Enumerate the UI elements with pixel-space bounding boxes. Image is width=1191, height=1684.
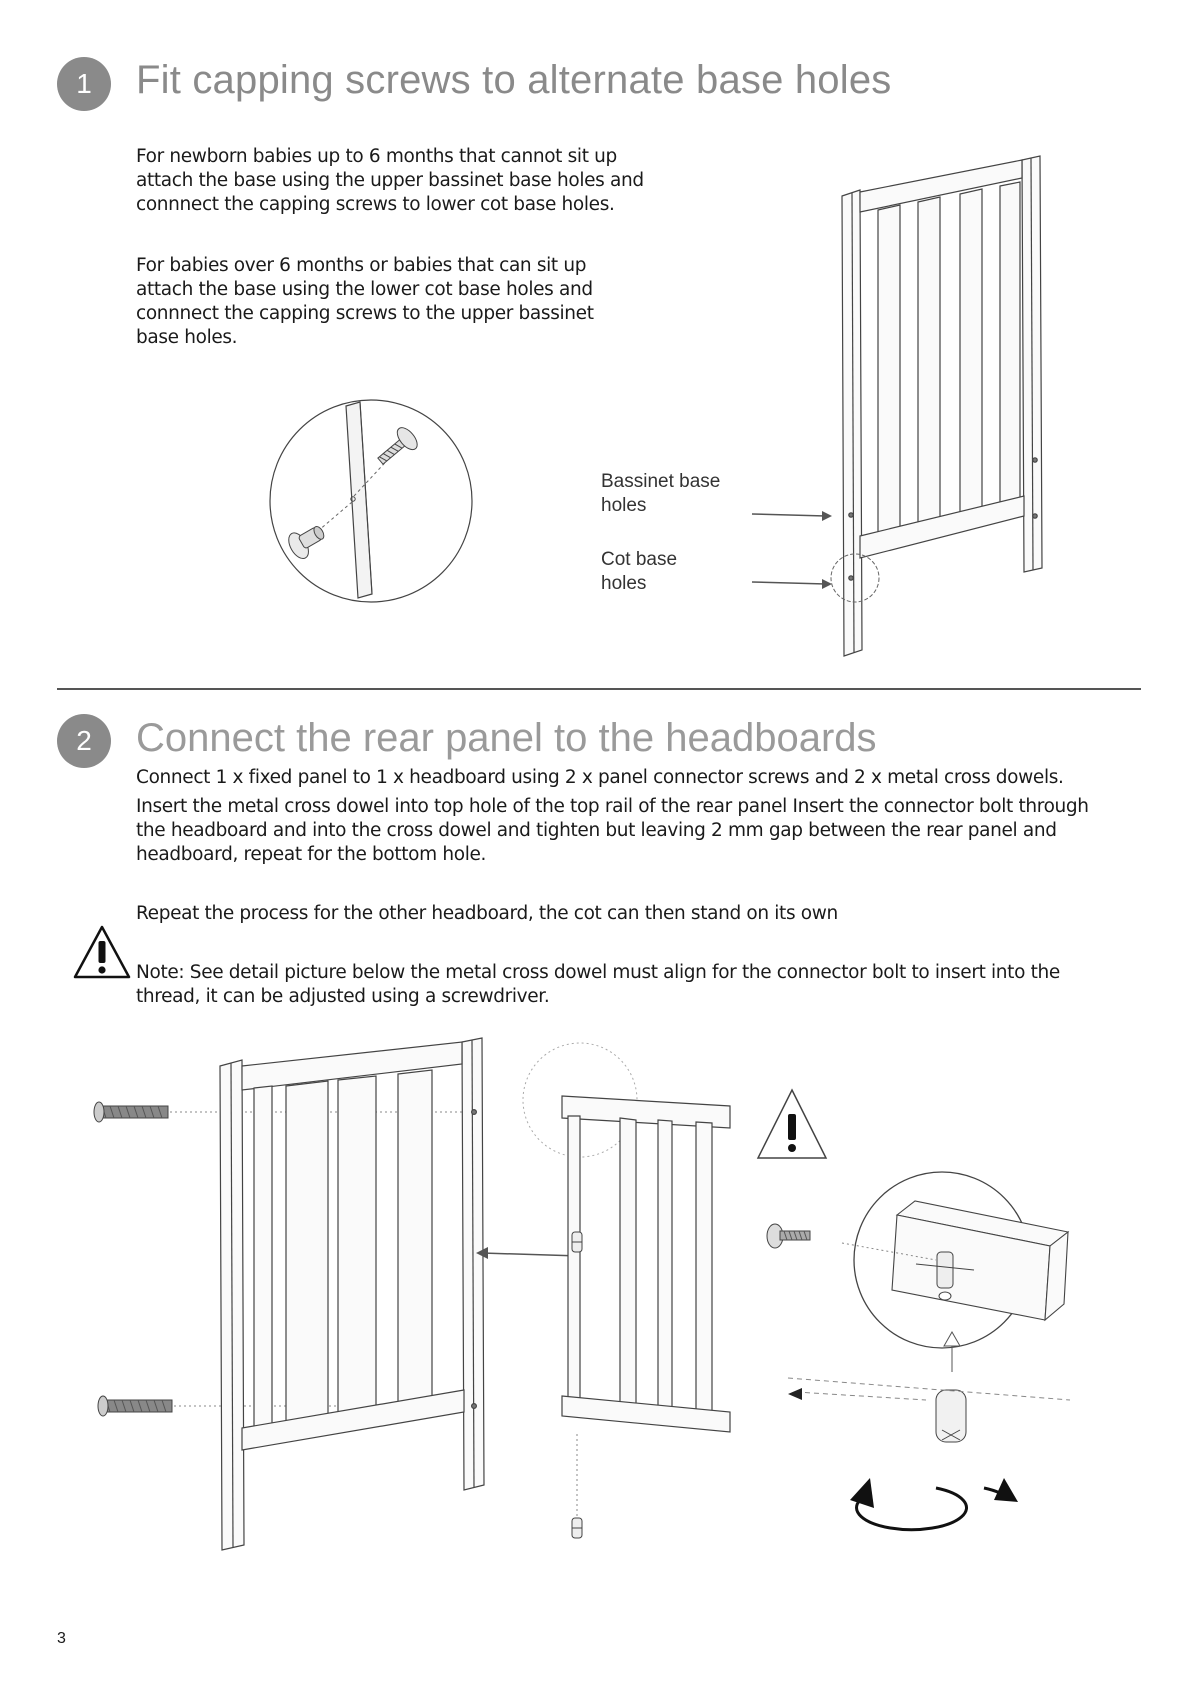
step-2-paragraph-insert: Insert the metal cross dowel into top hole of the top rail of the rear panel Insert the connector bolt through the headboard and into the cross dowel and tighten but leaving 2 mm gap between the rear panel and headboard, repeat for the bottom hole. — [136, 796, 1089, 865]
step-2-note: Note: See detail picture below the metal cross dowel must align for the connector bolt to insert into the thread, it can be adjusted using a screwdriver. — [136, 962, 1060, 1007]
step-1-paragraph-older: For babies over 6 months or babies that can sit up attach the base using the lower cot base holes and connnect the capping screws to the upper bassinet base holes. — [136, 255, 594, 348]
rear-panel-assembly-diagram — [80, 1030, 1100, 1570]
step-1-number: 1 — [57, 57, 111, 111]
warning-icon-diagram — [758, 1090, 826, 1158]
section-divider — [57, 688, 1141, 690]
pointer-arrows — [750, 500, 840, 600]
step-1-title: Fit capping screws to alternate base holes — [136, 58, 892, 102]
step-2-title: Connect the rear panel to the headboards — [136, 716, 877, 760]
step-2-paragraph-repeat: Repeat the process for the other headboard, the cot can then stand on its own — [136, 903, 838, 924]
page-number: 3 — [57, 1630, 66, 1647]
label-cot-base-holes: Cot base holes — [601, 549, 678, 594]
label-bassinet-base-holes: Bassinet base holes — [601, 471, 721, 516]
warning-icon — [72, 924, 132, 980]
step-1-paragraph-newborn: For newborn babies up to 6 months that cannot sit up attach the base using the upper bassinet base holes and connnect the capping screws to lower cot base holes. — [136, 146, 644, 215]
step-2-paragraph-connect: Connect 1 x fixed panel to 1 x headboard using 2 x panel connector screws and 2 x metal cross dowels. — [136, 767, 1064, 788]
headboard-illustration-step1 — [830, 150, 1060, 660]
capping-screw-detail-illustration — [268, 398, 474, 604]
step-2-number: 2 — [57, 714, 111, 768]
